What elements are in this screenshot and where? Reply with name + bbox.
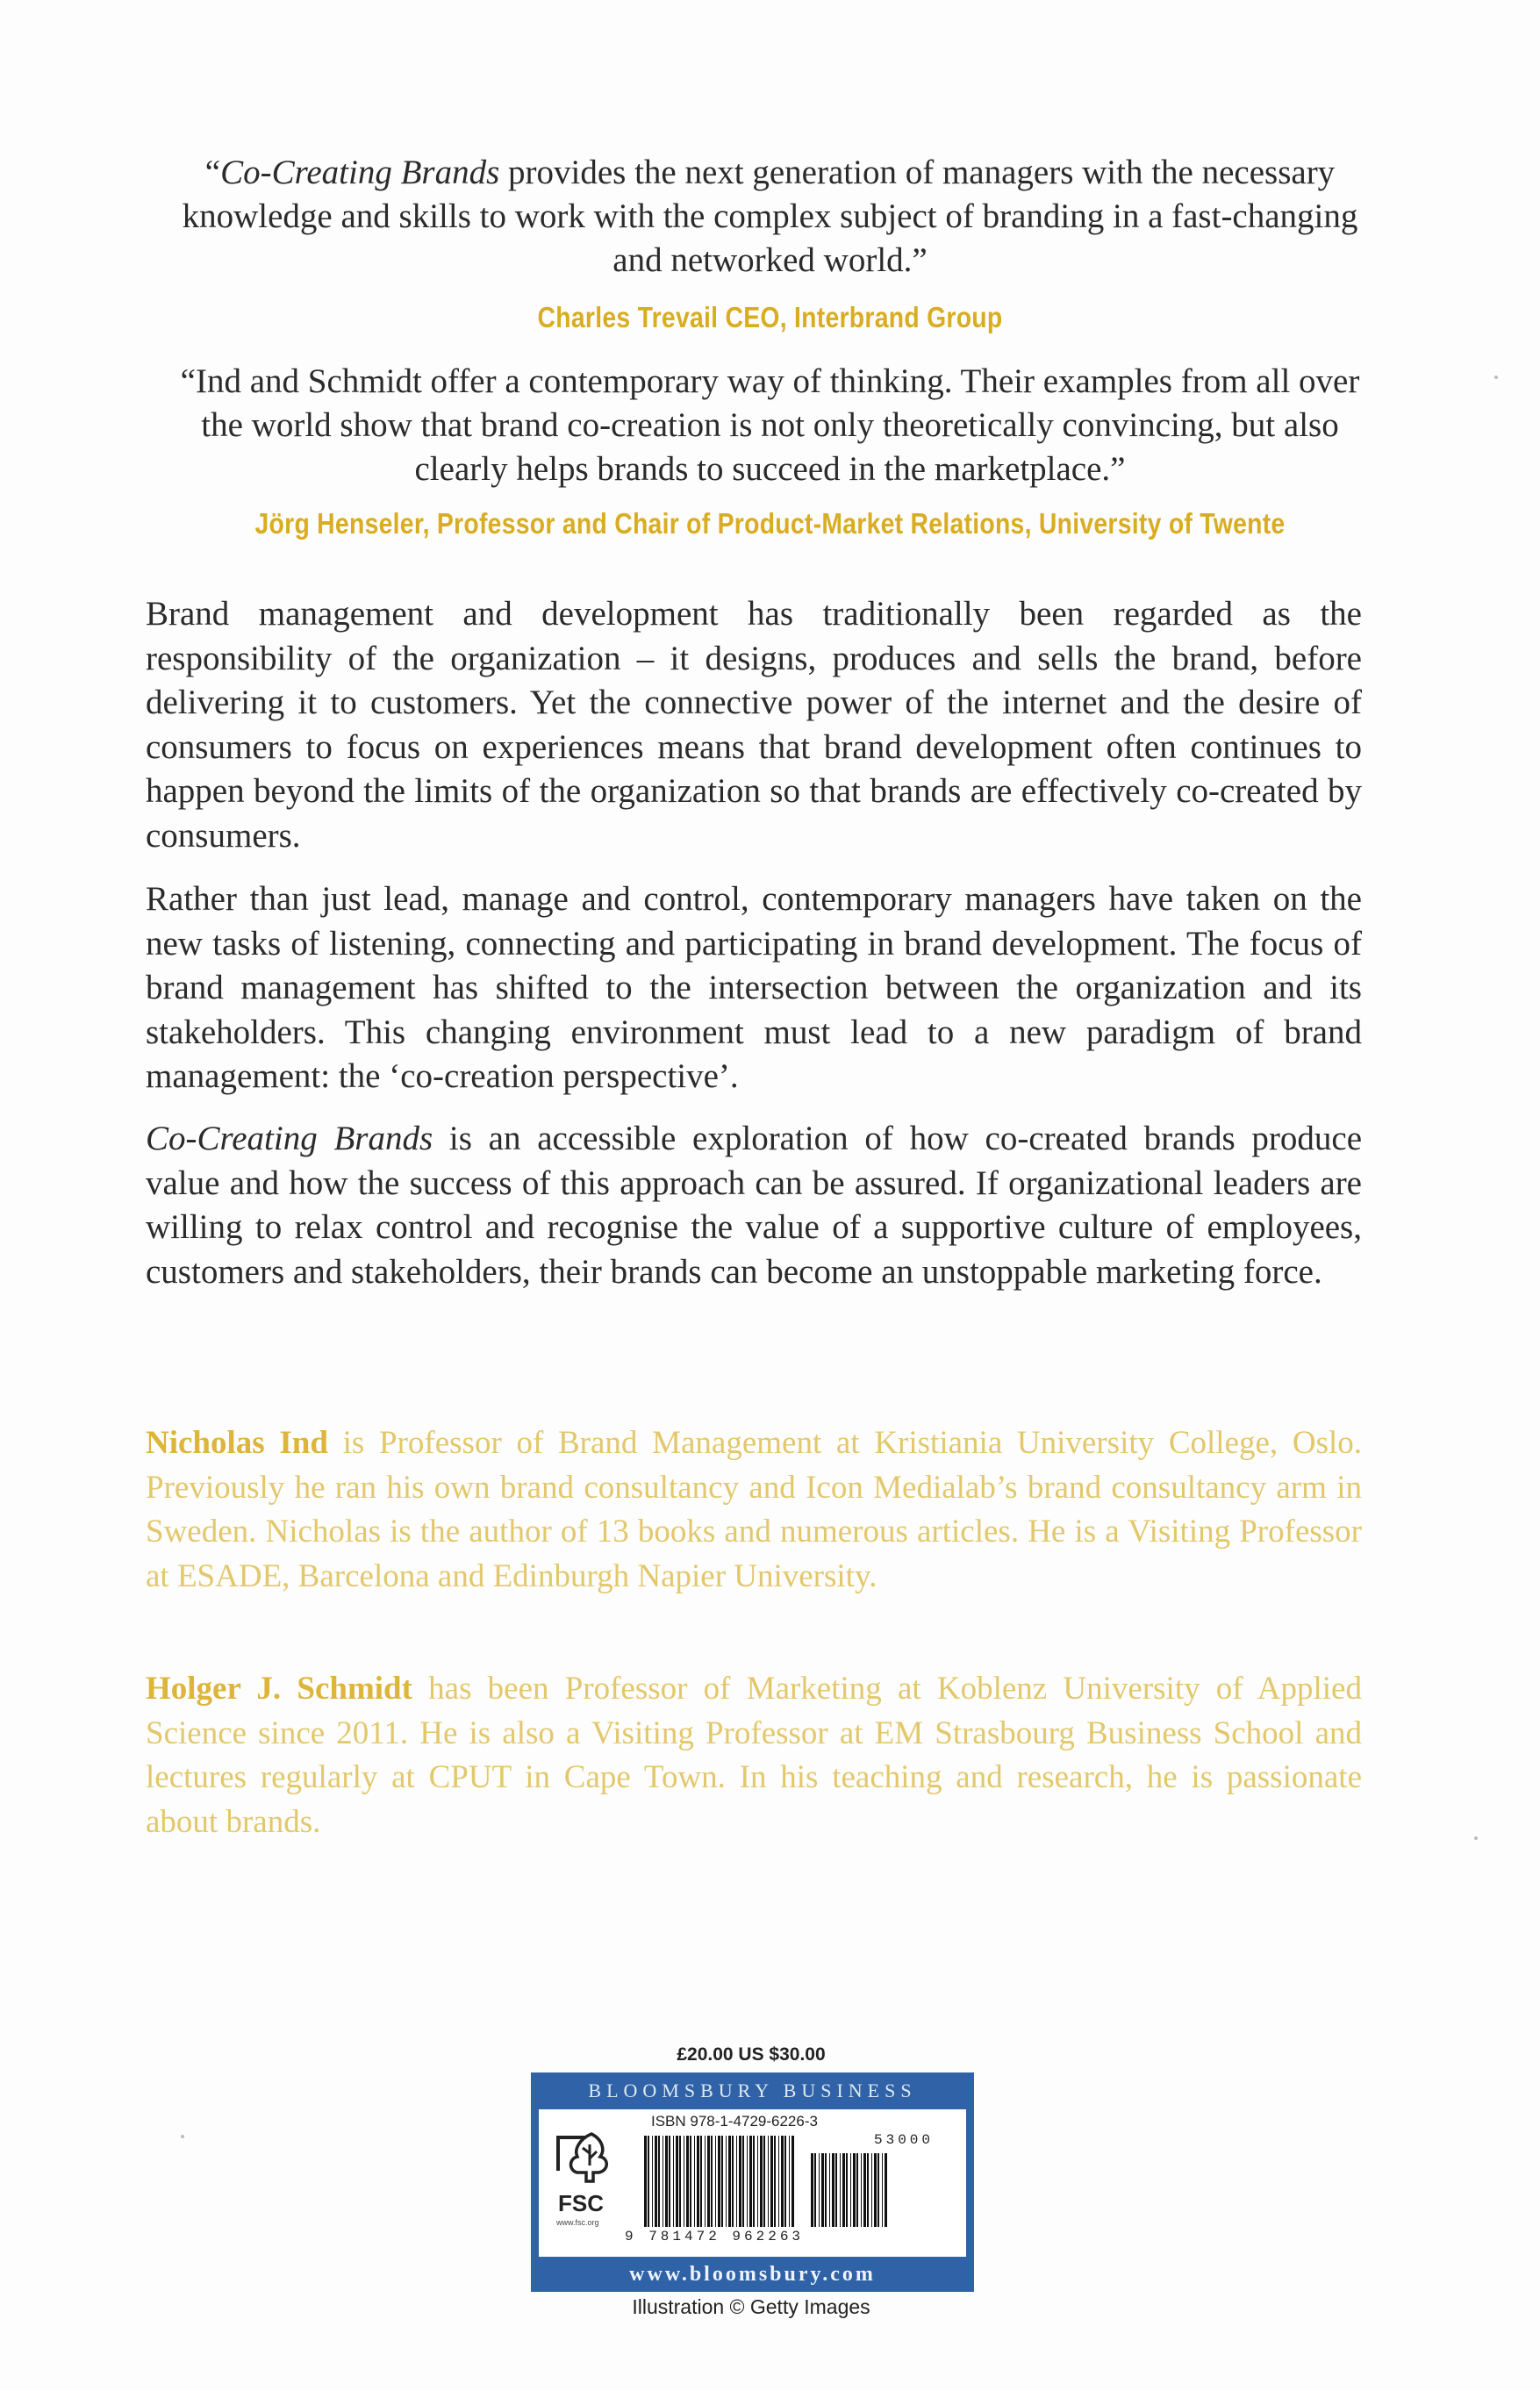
barcode-bar	[781, 2136, 784, 2227]
barcode-bar	[718, 2136, 720, 2227]
barcode-bar	[811, 2153, 813, 2227]
barcode-bar	[853, 2153, 856, 2227]
barcode-bar	[728, 2136, 731, 2227]
author-bio-1	[146, 1421, 1362, 1599]
author-1-text: is Professor of Brand Management at Kristiania University College, Oslo. Previously he ran his own brand consultancy and Icon Medialab’s brand consultancy arm in Sweden. Nicholas is the author of 13 books and numerous articles. He is a Visiting Professor at ESADE, Barcelona and Edinburgh Napier University.	[146, 1425, 1363, 1594]
author-2-text: has been Professor of Marketing at Koblenz University of Applied Science since 2011. He is also a Visiting Professor at EM Strasbourg Business School and lectures regularly at CPUT in Cape Town. In his teaching and research, he is passionate about brands.	[146, 1671, 1362, 1840]
barcode-bar	[648, 2136, 649, 2227]
barcode-bar	[778, 2136, 779, 2227]
barcode-bar	[784, 2136, 786, 2227]
barcode-bar	[835, 2153, 837, 2227]
barcode-digits: 9 781472 962263	[625, 2229, 805, 2244]
isbn: ISBN 978-1-4729-6226-3	[651, 2113, 818, 2130]
barcode-bar	[882, 2153, 883, 2227]
barcode-bar	[742, 2136, 744, 2227]
barcode-bar	[840, 2153, 841, 2227]
quote-1-open: “	[204, 154, 221, 191]
barcode-bar	[707, 2136, 710, 2227]
addon-digits: 53000	[874, 2132, 935, 2148]
barcode-bar	[721, 2136, 723, 2227]
speck	[1494, 376, 1498, 379]
barcode-bar	[814, 2153, 816, 2227]
barcode-bar	[655, 2136, 657, 2227]
quote-1-attribution: Charles Trevail CEO, Interbrand Group	[537, 301, 1003, 333]
barcode-bar	[768, 2136, 769, 2227]
barcode-bar	[850, 2153, 851, 2227]
author-bio-2	[146, 1667, 1362, 1844]
barcode-bar	[829, 2153, 830, 2227]
barcode-bar	[705, 2136, 706, 2227]
barcode-bar	[747, 2136, 748, 2227]
barcode-bar	[842, 2153, 845, 2227]
imprint-label: BLOOMSBURY BUSINESS	[588, 2080, 917, 2101]
barcode-bar	[832, 2153, 834, 2227]
fsc-label: FSC	[558, 2190, 604, 2216]
speck	[181, 2135, 184, 2138]
website[interactable]: www.bloomsbury.com	[629, 2263, 876, 2286]
quote-1	[158, 151, 1382, 283]
barcode-bar	[885, 2153, 887, 2227]
barcode-bar	[726, 2136, 727, 2227]
barcode-bar	[867, 2153, 869, 2227]
barcode-bar	[763, 2136, 765, 2227]
barcode-bar	[715, 2136, 716, 2227]
barcode-bar	[871, 2153, 872, 2227]
barcode-bar	[856, 2153, 858, 2227]
barcode-bar	[861, 2153, 862, 2227]
barcode-bar	[686, 2136, 689, 2227]
quote-1-book-title: Co-Creating Brands	[220, 154, 500, 191]
barcode-bar	[863, 2153, 866, 2227]
barcode-bar	[690, 2136, 691, 2227]
barcode-bar	[700, 2136, 702, 2227]
barcode-bar	[644, 2136, 647, 2227]
barcode-bar	[736, 2136, 737, 2227]
description-paragraph-2: Rather than just lead, manage and control, contemporary managers have taken on the new tasks of listening, connecting and participating in brand development. The focus of brand management has shifted to the intersection between the organization and its stakeholders. This changing environment must lead to a new paradigm of brand management: the ‘co-creation perspective’.	[146, 880, 1362, 1095]
barcode-bar	[711, 2136, 713, 2227]
barcode-bar	[789, 2136, 790, 2227]
illustration-credit: Illustration © Getty Images	[632, 2295, 870, 2318]
paragraph-3-book-title: Co-Creating Brands	[146, 1120, 433, 1157]
barcode-bar	[874, 2153, 877, 2227]
barcode-bar	[697, 2136, 699, 2227]
barcode-bar	[877, 2153, 879, 2227]
isbn-barcode	[644, 2136, 795, 2227]
barcode-bar	[749, 2136, 752, 2227]
fsc-web: www.fsc.org	[556, 2218, 599, 2227]
barcode-bar	[753, 2136, 755, 2227]
author-2-name: Holger J. Schmidt	[146, 1671, 412, 1707]
barcode-bar	[819, 2153, 820, 2227]
barcode-bar	[774, 2136, 776, 2227]
author-1-name: Nicholas Ind	[146, 1425, 328, 1461]
barcode-bar	[652, 2136, 653, 2227]
paragraph-3-text: is an accessible exploration of how co-created brands produce value and how the success of this approach can be assured. If organizational leaders are willing to relax control and recognise the value of a supportive culture of employees, customers and stakeholders, their brands can become an unstoppable marketing force.	[146, 1120, 1362, 1291]
barcode-bar	[732, 2136, 734, 2227]
barcode-bar	[676, 2136, 678, 2227]
description-paragraph-3	[146, 1117, 1362, 1294]
barcode-bar	[739, 2136, 741, 2227]
barcode-bar	[757, 2136, 758, 2227]
speck	[1474, 1836, 1478, 1840]
barcode-bar	[791, 2136, 794, 2227]
barcode-bar	[679, 2136, 681, 2227]
barcode-bar	[694, 2136, 695, 2227]
barcode-bar	[825, 2153, 827, 2227]
price: £20.00 US $30.00	[677, 2044, 826, 2065]
barcode-bar	[658, 2136, 660, 2227]
quote-2-attribution: Jörg Henseler, Professor and Chair of Product-Market Relations, University of Twente	[254, 507, 1286, 540]
barcode-bar	[821, 2153, 824, 2227]
barcode-panel	[531, 2072, 974, 2292]
barcode-bar	[846, 2153, 848, 2227]
barcode-bar	[760, 2136, 763, 2227]
fsc-tree-icon	[551, 2127, 612, 2188]
barcode-bar	[669, 2136, 670, 2227]
barcode-area	[539, 2109, 966, 2257]
quote-1-text: provides the next generation of managers with the necessary knowledge and skills to work with the complex subject of branding in a fast-changing and networked world.”	[182, 154, 1358, 279]
barcode-bar	[770, 2136, 773, 2227]
price-addon-barcode	[811, 2153, 890, 2227]
barcode-bar	[665, 2136, 668, 2227]
barcode-bar	[673, 2136, 674, 2227]
description-paragraph-1: Brand management and development has traditionally been regarded as the responsibility of the organization – it designs, produces and sells the brand, before delivering it to customers. Yet the connective power of the internet and the desire of consumers to focus on experiences means that brand development often continues to happen beyond the limits of the organization so that brands are effectively co-created by consumers.	[146, 595, 1362, 855]
quote-2: “Ind and Schmidt offer a contemporary way of thinking. Their examples from all over the world show that brand co-creation is not only theoretically convincing, but also clearly helps brands to succeed in the marketplace.”	[180, 362, 1360, 488]
